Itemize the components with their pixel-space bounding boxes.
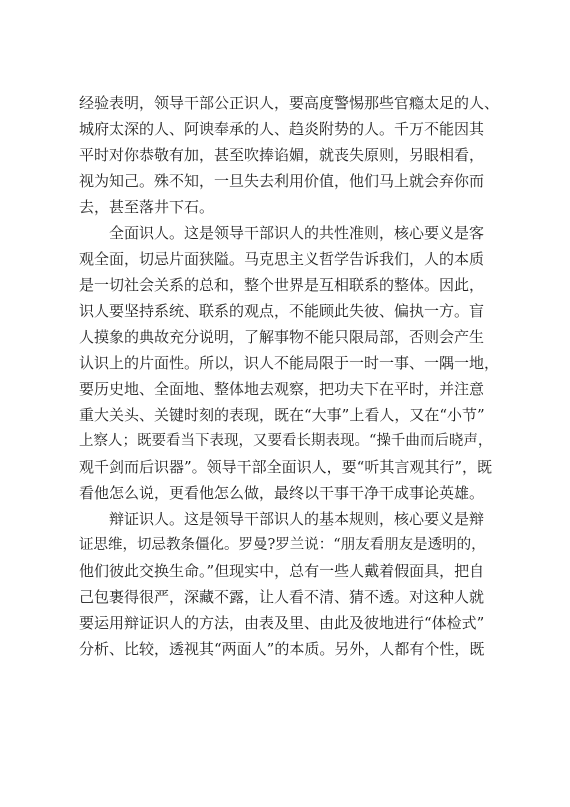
text-line: 他们彼此交换生命。”但现实中，总有一些人戴着假面具，把自 [79,562,485,580]
text-line: 证思维，切忌教条僵化。罗曼?罗兰说：“朋友看朋友是透明的， [79,537,486,553]
text-line: 要运用辩证识人的方法，由表及里、由此及彼地进行“体检式” [79,614,485,632]
text-line: 识人要坚持系统、联系的观点，不能顾此失彼、偏执一方。盲 [79,302,485,320]
text-line: 经验表明，领导干部公正识人，要高度警惕那些官瘾太足的人、 [79,94,500,112]
text-line: 分析、比较，透视其“两面人”的本质。另外，人都有个性，既 [79,640,485,658]
text-line: 人摸象的典故充分说明，了解事物不能只限局部，否则会产生 [79,328,485,346]
text-line: 重大关头、关键时刻的表现，既在“大事”上看人，又在“小节” [79,406,485,424]
text-line: 去，甚至落井下石。 [79,198,215,216]
text-line: 视为知己。殊不知，一旦失去利用价值，他们马上就会弃你而 [79,172,485,190]
text-line: 平时对你恭敬有加，甚至吹捧谄媚，就丧失原则，另眼相看， [79,146,485,164]
text-line: 上察人；既要看当下表现，又要看长期表现。“操千曲而后晓声， [79,433,493,449]
text-line: 是一切社会关系的总和，整个世界是互相联系的整体。因此， [79,276,485,294]
paragraph-start-line: 全面识人。这是领导干部识人的共性准则，核心要义是客 [109,224,485,242]
text-line: 认识上的片面性。所以，识人不能局限于一时一事、一隅一地， [79,354,500,372]
paragraph-start-line: 辩证识人。这是领导干部识人的基本规则，核心要义是辩 [109,510,485,528]
document-body [79,90,499,662]
text-line: 己包裹得很严，深藏不露，让人看不清、猜不透。对这种人就 [79,588,485,606]
text-line: 城府太深的人、阿谀奉承的人、趋炎附势的人。千万不能因其 [79,120,485,138]
text-line: 要历史地、全面地、整体地去观察，把功夫下在平时，并注意 [79,380,485,398]
text-line: 看他怎么说，更看他怎么做，最终以干事干净干成事论英雄。 [79,484,485,502]
text-line: 观全面，切忌片面狭隘。马克思主义哲学告诉我们，人的本质 [79,250,485,268]
text-line: 观千剑而后识器”。领导干部全面识人，要“听其言观其行”，既 [79,458,493,476]
